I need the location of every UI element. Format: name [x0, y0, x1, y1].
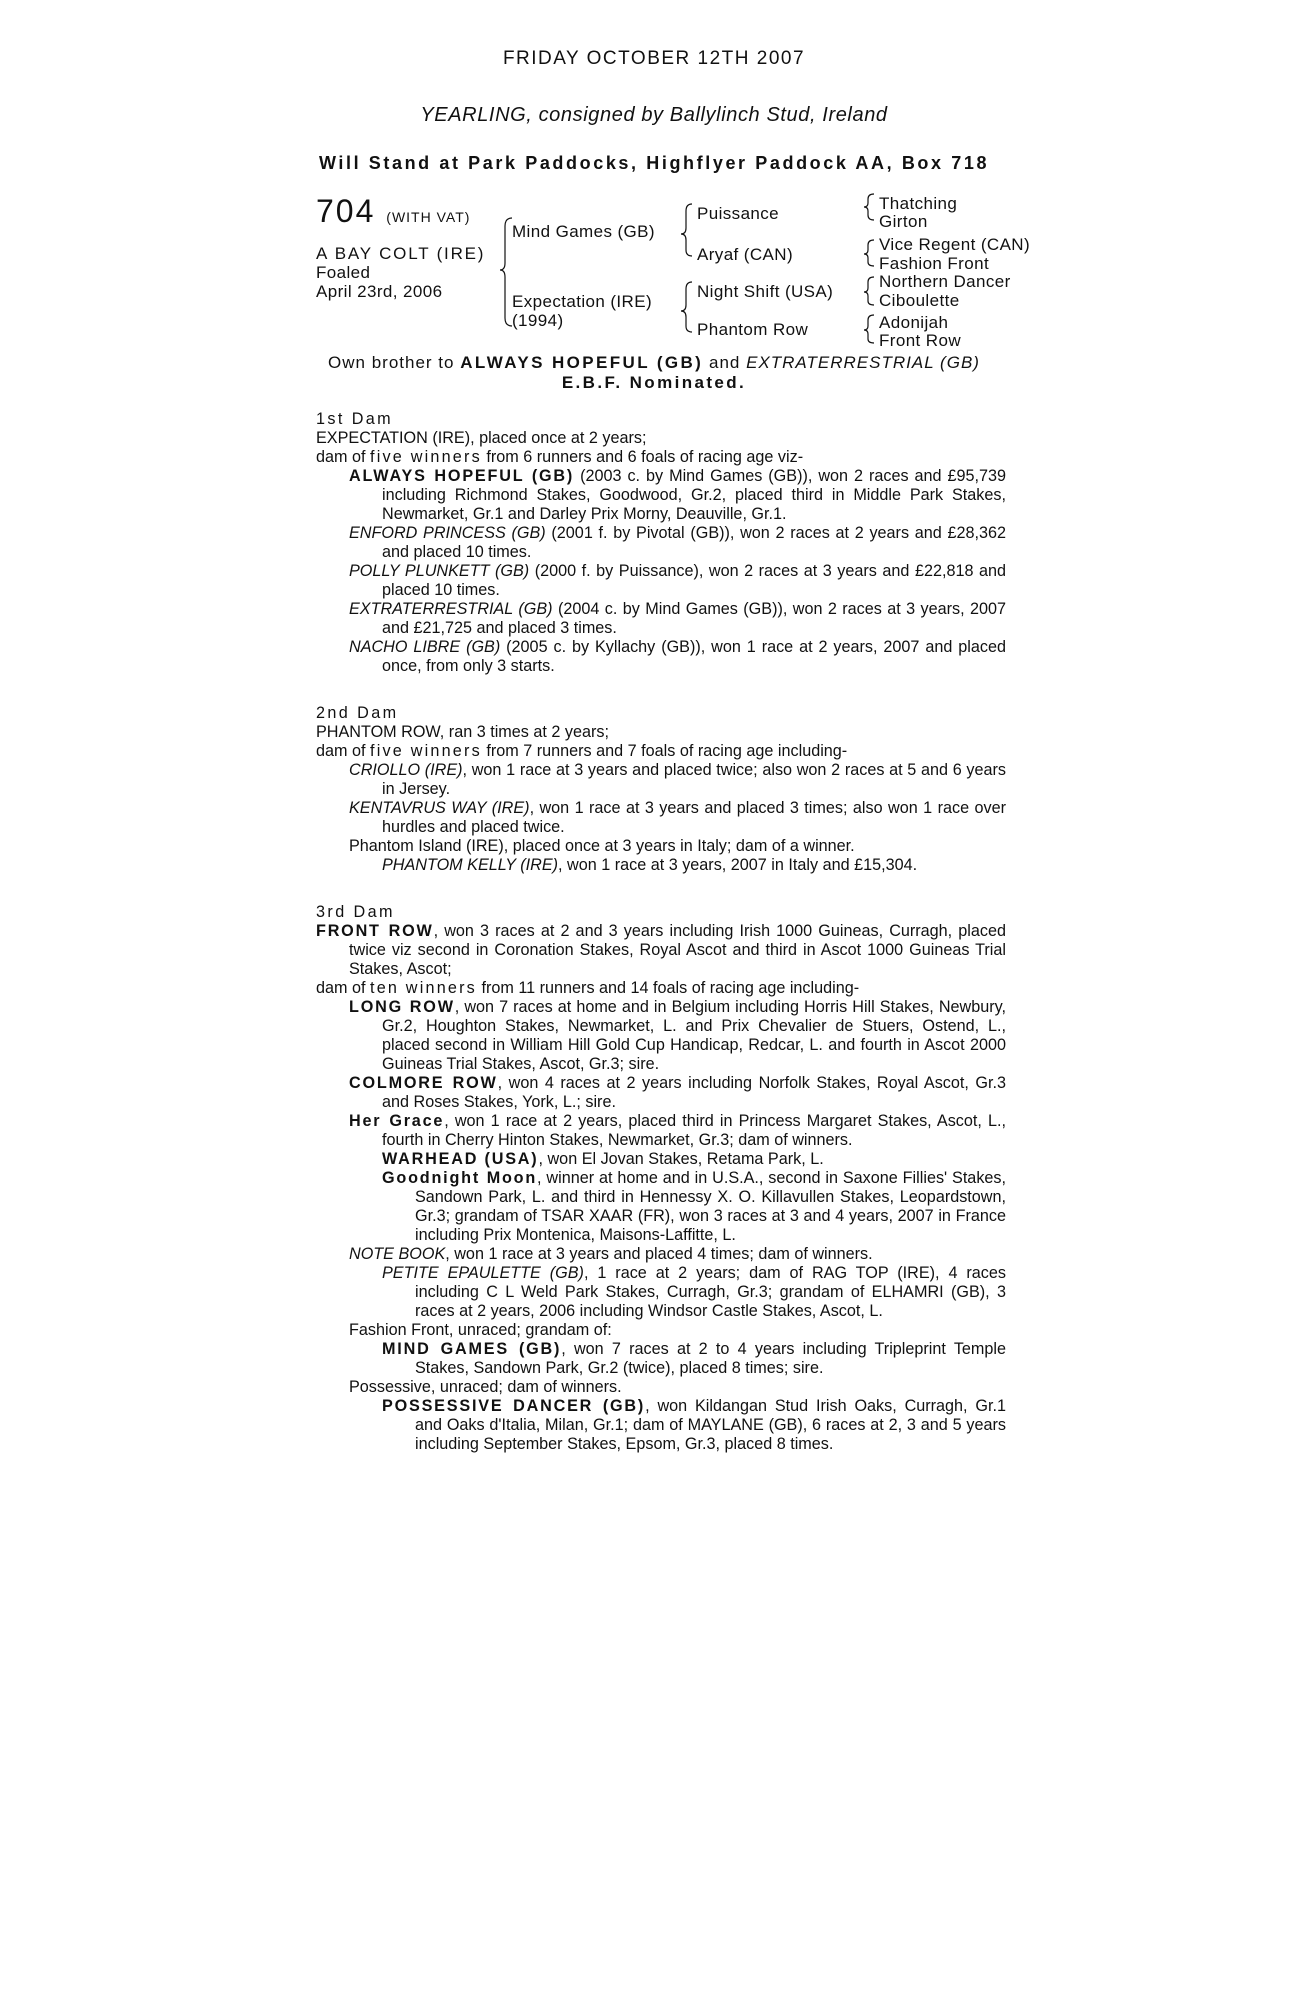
list-item [349, 638, 1006, 676]
td-entry-name: LONG ROW [349, 998, 455, 1016]
sd-line2-post: from 7 runners and 7 foals of racing age including- [486, 742, 848, 760]
td-line2-post: from 11 runners and 14 foals of racing age including- [481, 979, 860, 997]
sd-entry-name: CRIOLLO (IRE) [349, 761, 463, 779]
td-entry-name: POSSESSIVE DANCER (GB) [382, 1397, 646, 1415]
fd-entry-name: NACHO LIBRE (GB) [349, 638, 501, 656]
vat-note: (WITH VAT) [386, 209, 471, 225]
bracket-ds [864, 277, 874, 305]
sd-entry-name: KENTAVRUS WAY (IRE) [349, 799, 530, 817]
third-dam-heading: 3rd Dam [316, 903, 395, 921]
td-entry-text: , won El Jovan Stakes, Retama Park, L. [538, 1150, 824, 1168]
fd-entry-name: ALWAYS HOPEFUL (GB) [349, 467, 575, 485]
own-brother-prefix: Own brother to [328, 353, 455, 372]
fd-entry-text: (2003 c. by Mind Games (GB)), won 2 races and £95,739 including Richmond Stakes, Goodwood, Gr.2, placed third in Middle Park Stakes, Newmarket, Gr.1 and Darley Prix Morny, Deauville, Gr.1. [382, 467, 1007, 523]
ddd-name: Front Row [879, 331, 962, 350]
stand-location: Will Stand at Park Paddocks, Highflyer Paddock AA, Box 718 [318, 153, 990, 173]
td-entry-name: Goodnight Moon [382, 1169, 538, 1187]
first-dam-line2 [316, 448, 1006, 467]
list-item [382, 1340, 1006, 1378]
list-item [382, 1169, 1006, 1245]
list-item [349, 799, 1006, 837]
consignor-line: YEARLING, consigned by Ballylinch Stud, Ireland [420, 104, 888, 126]
list-item [349, 1245, 1006, 1264]
bracket-dam [681, 282, 692, 332]
fd-line2-bold: five winners [370, 448, 482, 466]
list-item [382, 1150, 1006, 1169]
dam-sire: Night Shift (USA) [697, 282, 834, 301]
ssd-name: Girton [879, 212, 928, 231]
fd-entry-text: (2000 f. by Puissance), won 2 races at 3 years and £22,818 and placed 10 times. [382, 562, 1006, 599]
td-entry-name: NOTE BOOK [349, 1245, 446, 1263]
fd-entry-name: EXTRATERRESTRIAL (GB) [349, 600, 553, 618]
third-dam-line2 [316, 979, 1006, 998]
td-entry-text: , won 1 race at 3 years and placed 4 times; dam of winners. [445, 1245, 873, 1263]
sss-name: Thatching [879, 194, 958, 213]
sd-entry-name: PHANTOM KELLY (IRE) [382, 856, 559, 874]
sire-sire: Puissance [697, 204, 780, 223]
second-dam-heading: 2nd Dam [316, 704, 399, 722]
dds-name: Adonijah [879, 313, 949, 332]
own-brother-and: and [708, 353, 741, 372]
td-entry-text: , won Kildangan Stud Irish Oaks, Curragh, Gr.1 and Oaks d'Italia, Milan, Gr.1; dam of MAYLANE (GB), 6 races at 2, 3 and 5 years including September Stakes, Epsom, Gr.3, placed 8 times. [415, 1397, 1006, 1453]
td-entry-text: , won 1 race at 2 years, placed third in Princess Margaret Stakes, Ascot, L., fourth in Cherry Hinton Stakes, Newmarket, Gr.3; dam of winners. [382, 1112, 1007, 1149]
td-entry-text: Possessive, unraced; dam of winners. [349, 1378, 622, 1396]
list-item [349, 600, 1006, 638]
fd-entry-name: ENFORD PRINCESS (GB) [349, 524, 546, 542]
dss-name: Northern Dancer [879, 272, 1011, 291]
list-item [349, 1378, 1006, 1397]
td-entry-name: Her Grace [349, 1112, 445, 1130]
list-item [349, 998, 1006, 1074]
bracket-dd [864, 315, 874, 343]
first-dam-section [316, 410, 1006, 676]
list-item [349, 761, 1006, 799]
td-line2-bold: ten winners [370, 979, 477, 997]
bracket-sd [864, 240, 874, 266]
sd-entry-text: , won 1 race at 3 years and placed twice; also won 2 races at 5 and 6 years in Jersey. [382, 761, 1006, 798]
ebf-note: E.B.F. Nominated. [561, 373, 747, 392]
first-dam-line1: EXPECTATION (IRE), placed once at 2 years; [316, 429, 647, 447]
sd-line2-pre: dam of [316, 742, 366, 760]
catalogue-body [316, 410, 1006, 1454]
td-entry-text: Fashion Front, unraced; grandam of: [349, 1321, 612, 1339]
fd-entry-text: (2001 f. by Pivotal (GB)), won 2 races at 2 years and £28,362 and placed 10 times. [382, 524, 1006, 561]
third-dam-intro [316, 922, 1006, 979]
own-brother-2: EXTRATERRESTRIAL (GB) [746, 353, 980, 372]
sd-line2-bold: five winners [370, 742, 482, 760]
dsd-name: Ciboulette [879, 291, 960, 310]
td-intro-text: , won 3 races at 2 and 3 years including Irish 1000 Guineas, Curragh, placed twice viz second in Coronation Stakes, Royal Ascot and third in Ascot 1000 Guineas Trial Stakes, Ascot; [349, 922, 1006, 978]
td-entry-text: , 1 race at 2 years; dam of RAG TOP (IRE), 4 races including C L Weld Park Stakes, Curragh, Gr.3; grandam of ELHAMRI (GB), 3 races at 2 years, 2006 including Windsor Castle Stakes, Ascot, L. [415, 1264, 1006, 1320]
sale-date: FRIDAY OCTOBER 12TH 2007 [502, 48, 806, 69]
td-line2-pre: dam of [316, 979, 366, 997]
fd-line2-pre: dam of [316, 448, 366, 466]
dam-year: (1994) [512, 311, 564, 330]
sd-entry-text: Phantom Island (IRE), placed once at 3 years in Italy; dam of a winner. [349, 837, 855, 855]
list-item [349, 1112, 1006, 1150]
own-brother-1: ALWAYS HOPEFUL (GB) [460, 353, 704, 372]
fd-entry-name: POLLY PLUNKETT (GB) [349, 562, 530, 580]
fd-line2-post: from 6 runners and 6 foals of racing age viz- [486, 448, 804, 466]
sd-entry-text: , won 1 race at 3 years and placed 3 times; also won 1 race over hurdles and placed twice. [382, 799, 1006, 836]
bracket-ss [864, 194, 874, 220]
list-item [349, 524, 1006, 562]
sire-dam: Aryaf (CAN) [697, 245, 794, 264]
list-item [349, 1321, 1006, 1340]
own-brother-note [0, 353, 1308, 373]
second-dam-section [316, 704, 1006, 875]
td-entry-name: MIND GAMES (GB) [382, 1340, 562, 1358]
list-item [349, 467, 1006, 524]
list-item [349, 837, 1006, 856]
list-item [382, 1397, 1006, 1454]
third-dam-section [316, 903, 1006, 1454]
td-entry-text: , won 7 races at home and in Belgium including Horris Hill Stakes, Newbury, Gr.2, Houghton Stakes, Newmarket, L. and Prix Chevalier de Stuers, Ostend, L., placed second in William Hill Gold Cup Handicap, Redcar, L. and fourth in Ascot 2000 Guineas Trial Stakes, Ascot, Gr.3; sire. [382, 998, 1006, 1073]
fd-entry-text: (2004 c. by Mind Games (GB)), won 2 races at 3 years, 2007 and £21,725 and placed 3 times. [382, 600, 1006, 637]
lot-name: A BAY COLT (IRE) [316, 244, 486, 263]
td-entry-text: , won 7 races at 2 to 4 years including Tripleprint Temple Stakes, Sandown Park, Gr.2 (twice), placed 8 times; sire. [415, 1340, 1006, 1377]
list-item [349, 1074, 1006, 1112]
second-dam-line2 [316, 742, 1006, 761]
list-item [382, 1264, 1006, 1321]
sdd-name: Fashion Front [879, 254, 990, 273]
list-item [382, 856, 1006, 875]
second-dam-line1: PHANTOM ROW, ran 3 times at 2 years; [316, 723, 609, 741]
pedigree-brackets [0, 0, 1308, 360]
bracket-gen1 [500, 218, 512, 326]
lot-number: 704 [316, 193, 376, 229]
td-entry-name: PETITE EPAULETTE (GB) [382, 1264, 584, 1282]
fd-entry-text: (2005 c. by Kyllachy (GB)), won 1 race at 2 years, 2007 and placed once, from only 3 starts. [382, 638, 1006, 675]
list-item [349, 562, 1006, 600]
td-entry-text: , winner at home and in U.S.A., second in Saxone Fillies' Stakes, Sandown Park, L. and third in Hennessy X. O. Killavullen Stakes, Leopardstown, Gr.3; grandam of TSAR XAAR (FR), won 3 races at 3 and 4 years, 2007 in France including Prix Montenica, Maisons-Laffitte, L. [415, 1169, 1007, 1244]
sds-name: Vice Regent (CAN) [879, 235, 1031, 254]
td-entry-name: WARHEAD (USA) [382, 1150, 539, 1168]
sd-entry-text: , won 1 race at 3 years, 2007 in Italy and £15,304. [558, 856, 918, 874]
dam-dam: Phantom Row [697, 320, 809, 339]
foaled-date: April 23rd, 2006 [316, 282, 443, 301]
sire-name: Mind Games (GB) [512, 222, 655, 241]
first-dam-heading: 1st Dam [316, 410, 394, 428]
td-entry-text: , won 4 races at 2 years including Norfolk Stakes, Royal Ascot, Gr.3 and Roses Stakes, York, L.; sire. [382, 1074, 1006, 1111]
dam-name: Expectation (IRE) [512, 292, 653, 311]
bracket-sire [681, 204, 692, 256]
foaled-label: Foaled [316, 263, 371, 282]
td-entry-name: COLMORE ROW [349, 1074, 498, 1092]
td-intro-name: FRONT ROW [316, 922, 434, 940]
